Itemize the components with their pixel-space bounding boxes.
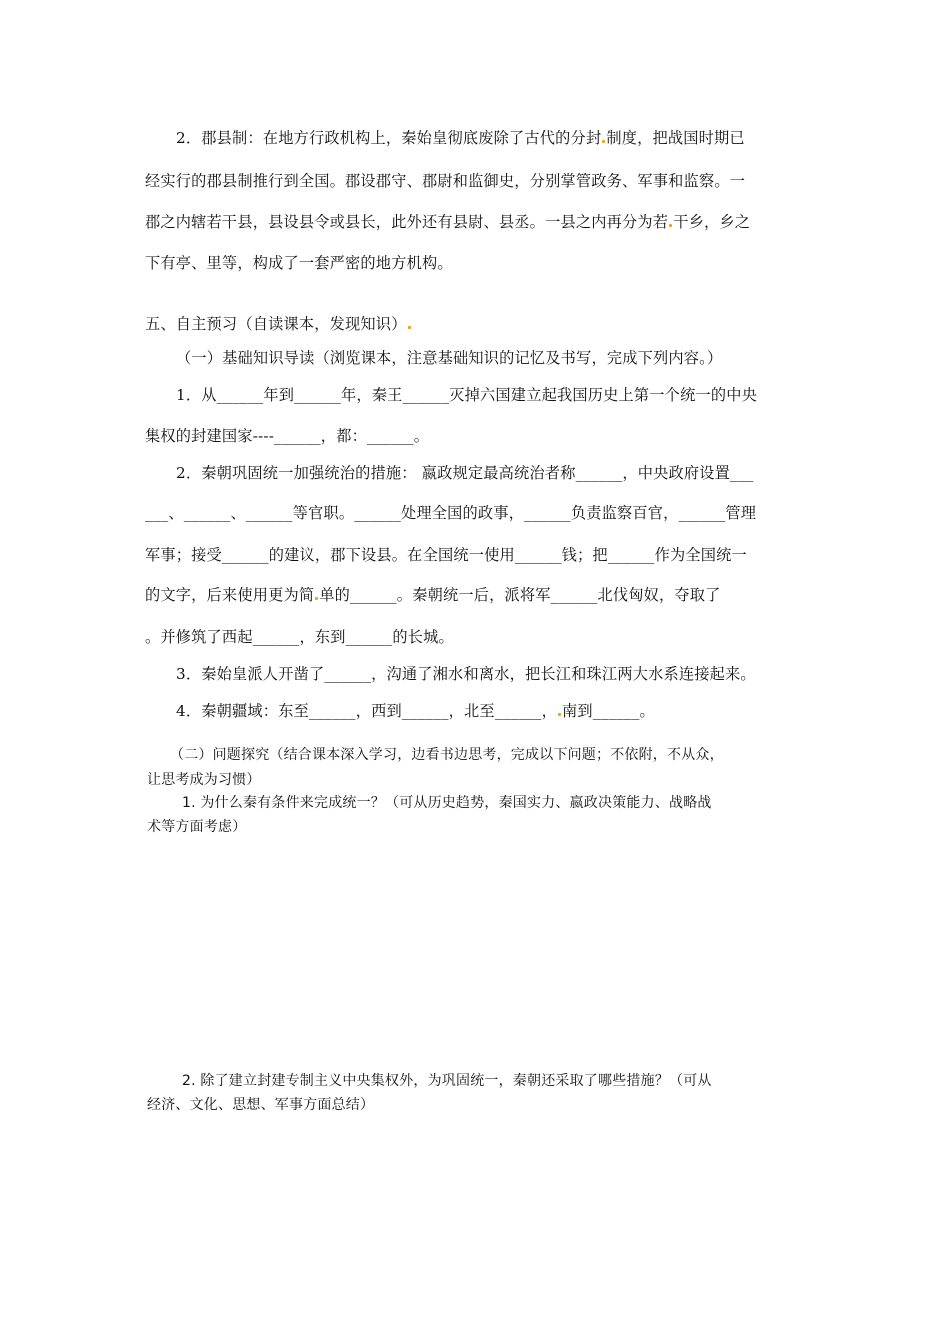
inquiry-question: 2. 除了建立封建专制主义中央集权外，为巩固统一，秦朝还采取了哪些措施？（可从 [182,1073,712,1089]
inquiry-question: 1. 为什么秦有条件来完成统一？（可从历史趋势，秦国实力、嬴政决策能力、战略战 [182,795,712,811]
text-line: 郡之内辖若干县，县设县令或县长，此外还有县尉、县丞。一县之内再分为若 干乡，乡之 [145,213,751,231]
subsection-heading: 让思考成为习惯） [147,772,261,788]
question-line: ___、______、______等官职。______处理全国的政事，______负责监察百官，______管理 [145,504,757,522]
marker-dot [315,597,318,600]
marker-dot [408,326,411,329]
question-line: 的文字，后来使用更为简 单的______。秦朝统一后，派将军______北伐匈奴，夺取了 [145,586,721,604]
section-heading: 五、自主预习（自读课本，发现知识） [145,313,412,334]
question-line: 3．秦始皇派人开凿了______，沟通了湘水和离水，把长江和珠江两大水系连接起来。 [176,665,756,683]
marker-dot [669,224,672,227]
question-line: 。并修筑了西起______，东到______的长城。 [145,628,454,646]
text-line: 2．郡县制：在地方行政机构上，秦始皇彻底废除了古代的分封 制度，把战国时期已 [176,129,745,147]
text-line: 经实行的郡县制推行到全国。郡设郡守、郡尉和监御史，分别掌管政务、军事和监察。一 [145,172,746,190]
question-line: 军事；接受______的建议，郡下设县。在全国统一使用______钱；把______作为全国统一 [145,546,747,564]
question-line: 集权的封建国家----______，都：______。 [145,427,430,445]
inquiry-question: 经济、文化、思想、军事方面总结） [147,1097,375,1113]
marker-dot [602,140,605,143]
question-line: 2．秦朝巩固统一加强统治的措施： 嬴政规定最高统治者称______，中央政府设置___ [176,464,754,482]
question-line: 1．从______年到______年，秦王______灭掉六国建立起我国历史上第一个统一的中央 [176,386,758,404]
inquiry-question: 术等方面考虑） [147,819,247,835]
subsection-heading: （一）基础知识导读（浏览课本，注意基础知识的记忆及书写，完成下列内容。） [176,349,723,367]
marker-dot [558,713,561,716]
subsection-heading: （二）问题探究（结合课本深入学习，边看书边思考，完成以下问题；不依附，不从众， [170,747,724,763]
question-line: 4．秦朝疆域：东至______，西到______，北至______， 南到______。 [176,702,655,720]
text-line: 下有亭、里等，构成了一套严密的地方机构。 [145,254,453,272]
